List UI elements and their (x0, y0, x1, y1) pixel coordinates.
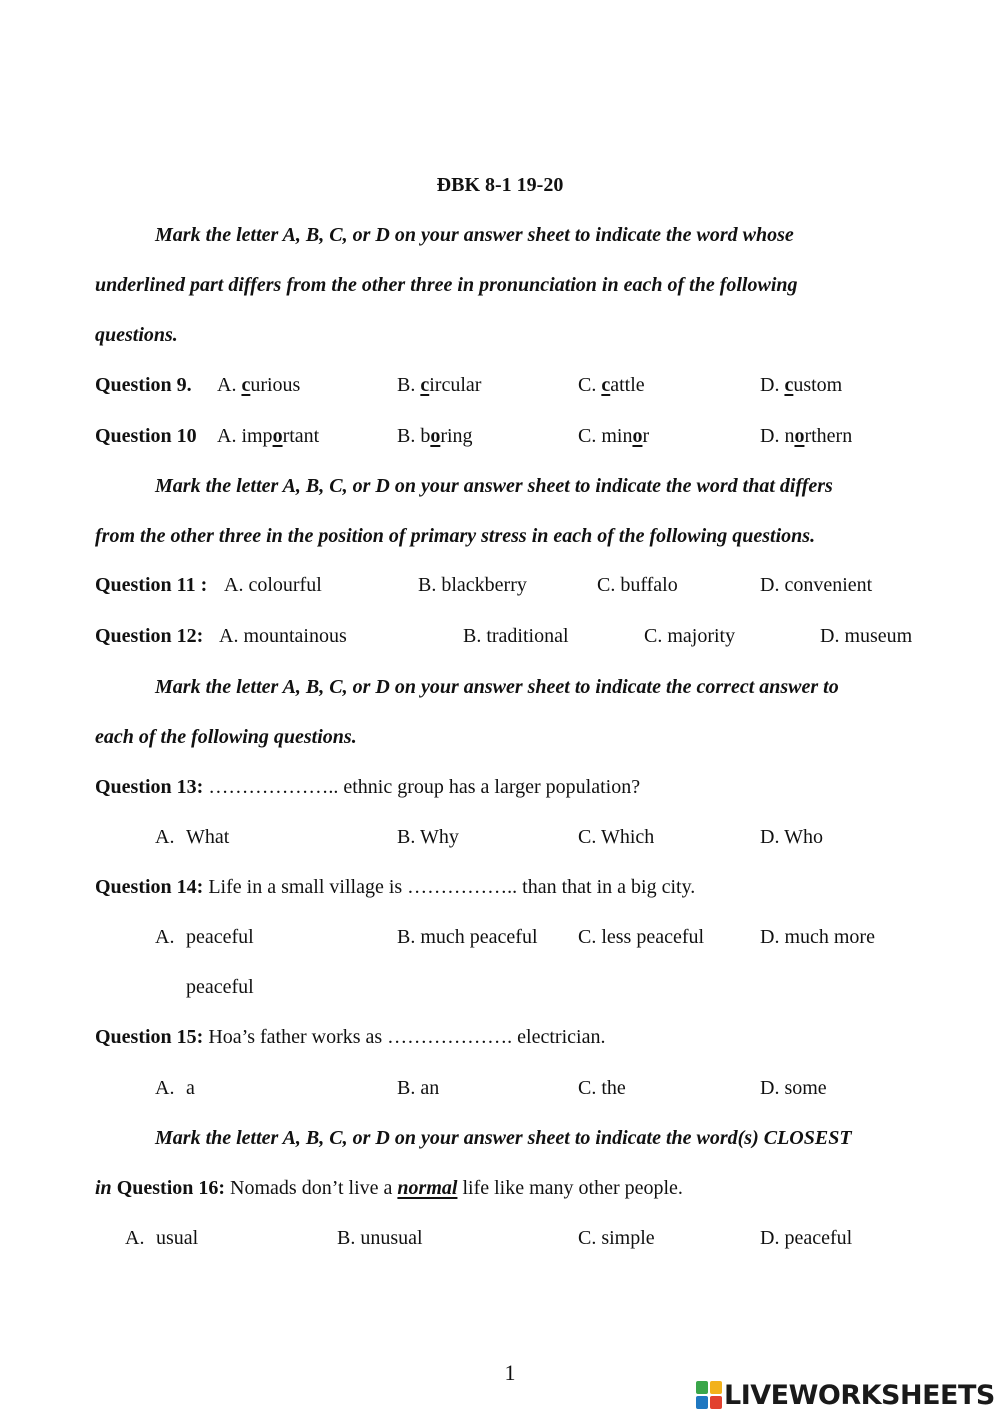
question-16-option-b: B. unusual (337, 1227, 423, 1249)
question-13-option-a-letter: A. (155, 826, 175, 848)
question-10-option-a: A. important (217, 425, 320, 447)
question-15-option-a-letter: A. (155, 1077, 175, 1099)
question-14-option-a: peaceful (186, 926, 254, 948)
question-12-option-c: C. majority (644, 625, 736, 647)
question-13-option-c: C. Which (578, 826, 655, 848)
instruction-correct-answer-line-1: Mark the letter A, B, C, or D on your answer sheet to indicate the correct answer to (155, 676, 839, 698)
question-14-option-d: D. much more (760, 926, 875, 948)
question-15-option-b: B. an (397, 1077, 440, 1099)
instruction-pronunciation-line-3: questions. (95, 324, 178, 346)
question-14-option-d-continued: peaceful (186, 976, 254, 998)
question-11-option-a: A. colourful (224, 574, 322, 596)
logo-square-yellow (710, 1381, 722, 1394)
question-15-option-d: D. some (760, 1077, 827, 1099)
question-11-option-c: C. buffalo (597, 574, 678, 596)
question-16-option-a: usual (156, 1227, 199, 1249)
question-16-option-c: C. simple (578, 1227, 655, 1249)
question-12-option-a: A. mountainous (219, 625, 347, 647)
underlined-word-normal: normal (397, 1177, 458, 1199)
question-16-option-d: D. peaceful (760, 1227, 853, 1249)
instruction-stress-line-2: from the other three in the position of primary stress in each of the following questions. (95, 525, 816, 547)
question-11-label: Question 11 : (95, 574, 208, 596)
question-15-option-a: a (186, 1077, 195, 1099)
instruction-stress-line-1: Mark the letter A, B, C, or D on your answer sheet to indicate the word that differs (155, 475, 833, 497)
question-12-label: Question 12: (95, 625, 204, 647)
question-16-stem: in Question 16: Nomads don’t live a normal life like many other people. (95, 1177, 683, 1199)
liveworksheets-logo-text: LIVEWORKSHEETS (724, 1379, 995, 1411)
question-11-option-d: D. convenient (760, 574, 873, 596)
question-14-stem: Question 14: Life in a small village is …………….. than that in a big city. (95, 876, 696, 898)
question-9-option-c: C. cattle (578, 374, 645, 396)
instruction-closest-line-1: Mark the letter A, B, C, or D on your answer sheet to indicate the word(s) CLOSEST (155, 1127, 852, 1149)
page-number: 1 (504, 1360, 516, 1385)
question-10-label: Question 10 (95, 425, 197, 447)
liveworksheets-logo-icon (696, 1381, 722, 1409)
question-13-option-b: B. Why (397, 826, 459, 848)
instruction-correct-answer-line-2: each of the following questions. (95, 726, 357, 748)
question-11-option-b: B. blackberry (418, 574, 527, 596)
question-10-option-b: B. boring (397, 425, 473, 447)
instruction-pronunciation-line-2: underlined part differs from the other three in pronunciation in each of the following (95, 274, 798, 296)
logo-square-red (710, 1396, 722, 1409)
question-9-label: Question 9. (95, 374, 192, 396)
question-13-stem: Question 13: ……………….. ethnic group has a larger population? (95, 776, 641, 798)
question-12-option-b: B. traditional (463, 625, 569, 647)
question-16-option-a-letter: A. (125, 1227, 145, 1249)
question-9-option-b: B. circular (397, 374, 482, 396)
document-title: ĐBK 8-1 19-20 (436, 174, 564, 196)
question-9-option-a: A. curious (217, 374, 301, 396)
instruction-pronunciation-line-1: Mark the letter A, B, C, or D on your answer sheet to indicate the word whose (155, 224, 794, 246)
question-15-stem: Question 15: Hoa’s father works as ………………. electrician. (95, 1026, 606, 1048)
liveworksheets-logo[interactable] (696, 1378, 995, 1412)
question-14-option-c: C. less peaceful (578, 926, 705, 948)
question-13-option-d: D. Who (760, 826, 823, 848)
question-15-option-c: C. the (578, 1077, 626, 1099)
question-9-option-d: D. custom (760, 374, 843, 396)
question-10-option-d: D. northern (760, 425, 853, 447)
question-14-option-a-letter: A. (155, 926, 175, 948)
question-10-option-c: C. minor (578, 425, 650, 447)
question-13-option-a: What (186, 826, 230, 848)
logo-square-green (696, 1381, 708, 1394)
question-12-option-d: D. museum (820, 625, 913, 647)
logo-square-blue (696, 1396, 708, 1409)
question-14-option-b: B. much peaceful (397, 926, 538, 948)
